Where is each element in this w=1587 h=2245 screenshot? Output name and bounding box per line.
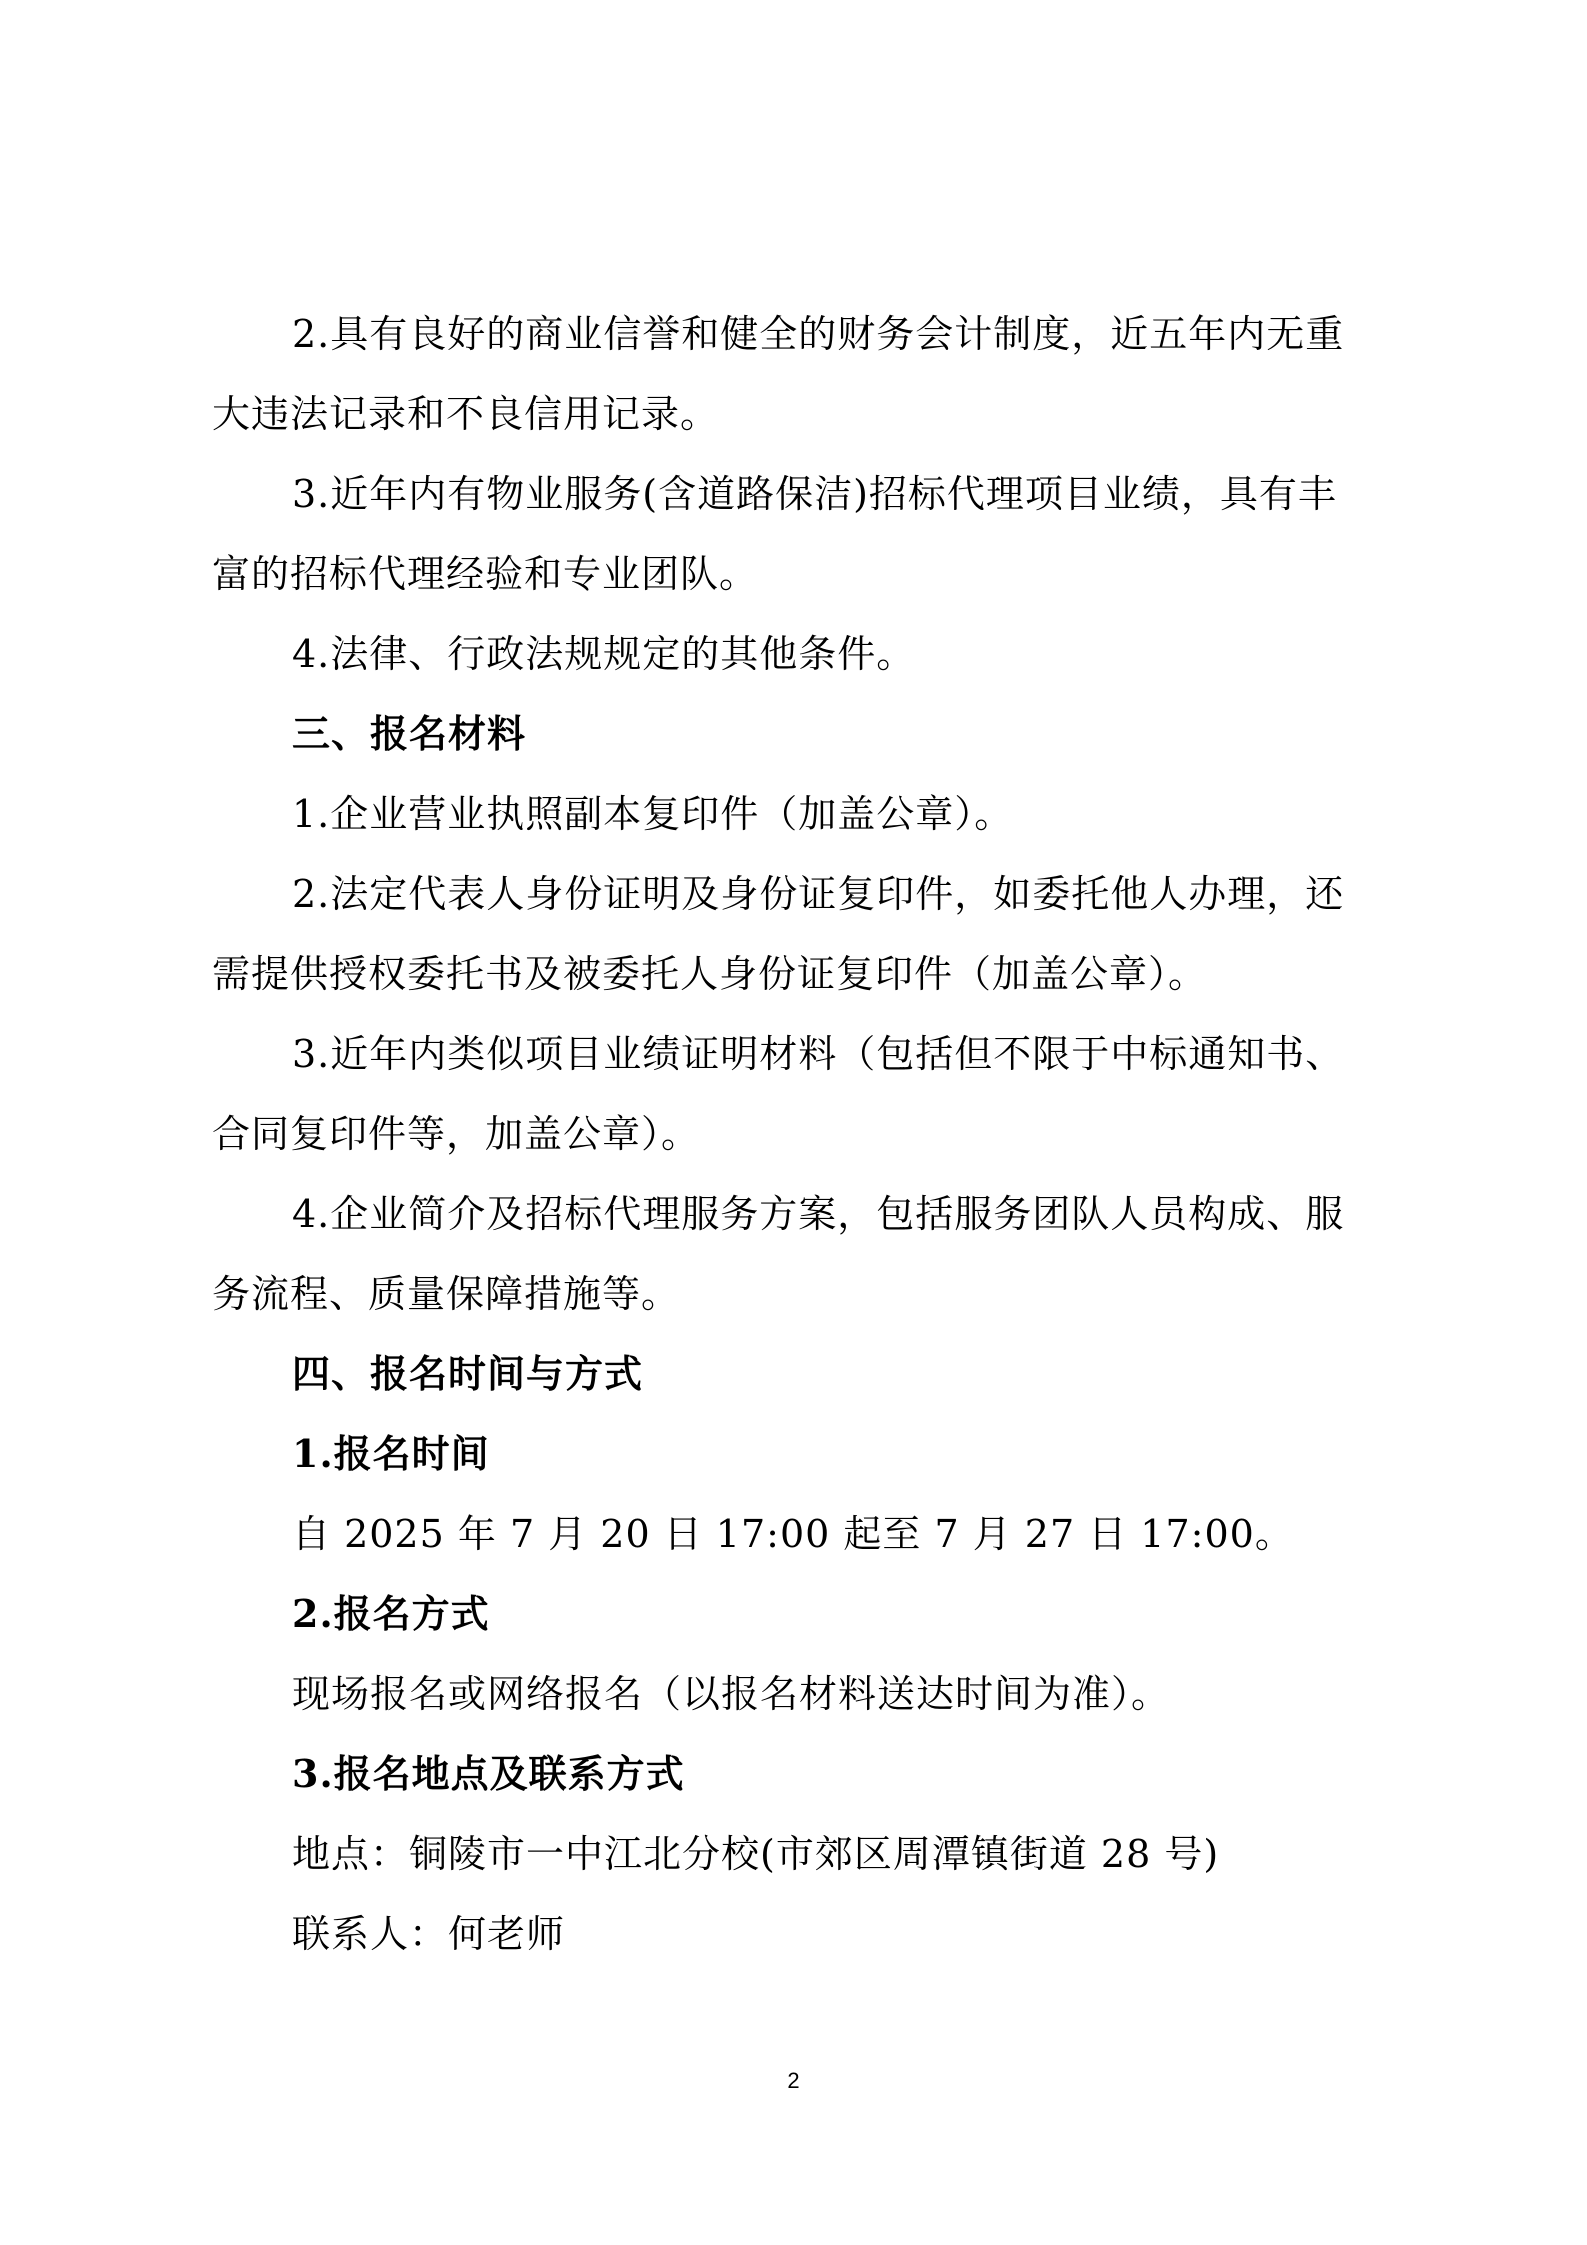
requirement-3-line-1: 3.近年内有物业服务(含道路保洁)招标代理项目业绩，具有丰 [292,472,1337,516]
material-1: 1.企业营业执照副本复印件（加盖公章）。 [292,792,1014,836]
requirement-3-line-2: 富的招标代理经验和专业团队。 [212,552,759,596]
material-2-line-2: 需提供授权委托书及被委托人身份证复印件（加盖公章）。 [212,952,1208,996]
requirement-2-line-2: 大违法记录和不良信用记录。 [212,392,720,436]
contact-person: 联系人：何老师 [292,1912,566,1956]
registration-time-heading: 1.报名时间 [292,1431,490,1476]
registration-location-heading: 3.报名地点及联系方式 [292,1751,685,1796]
material-4-line-2: 务流程、质量保障措施等。 [212,1272,681,1316]
document-body [212,294,1380,1974]
material-4-line-1: 4.企业简介及招标代理服务方案，包括服务团队人员构成、服 [292,1192,1345,1236]
requirement-4: 4.法律、行政法规规定的其他条件。 [292,632,916,676]
page-number: 2 [787,2068,800,2093]
requirement-2-line-1: 2.具有良好的商业信誉和健全的财务会计制度，近五年内无重 [292,312,1345,356]
section-3-heading: 三、报名材料 [292,712,527,756]
section-4-heading: 四、报名时间与方式 [292,1352,644,1396]
material-3-line-1: 3.近年内类似项目业绩证明材料（包括但不限于中标通知书、 [292,1032,1345,1076]
material-3-line-2: 合同复印件等，加盖公章）。 [212,1112,701,1156]
registration-time-text: 自 2025 年 7 月 20 日 17:00 起至 7 月 27 日 17:00。 [292,1512,1294,1556]
material-2-line-1: 2.法定代表人身份证明及身份证复印件，如委托他人办理，还 [292,872,1345,916]
registration-method-heading: 2.报名方式 [292,1591,490,1636]
registration-location: 地点：铜陵市一中江北分校(市郊区周潭镇街道 28 号) [292,1832,1220,1876]
registration-method-text: 现场报名或网络报名（以报名材料送达时间为准）。 [292,1672,1171,1716]
